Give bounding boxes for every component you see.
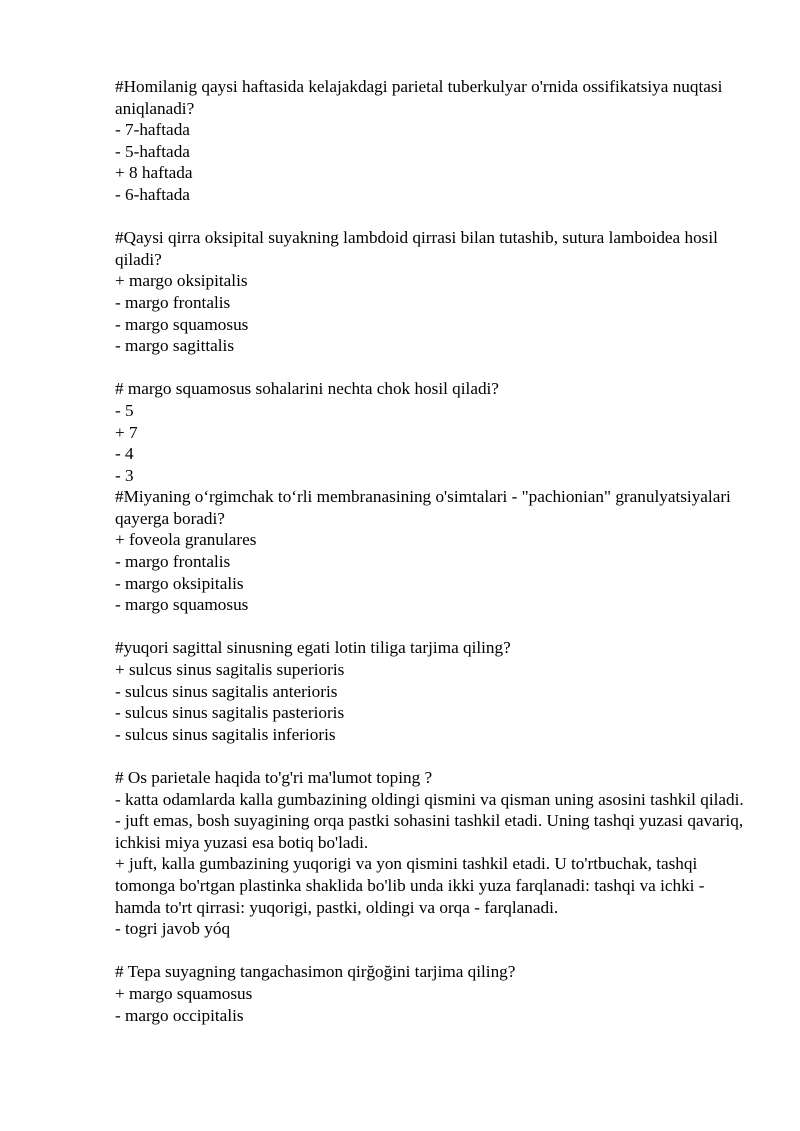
answer-option: - 5-haftada [115, 141, 190, 161]
answer-option: - 7-haftada [115, 120, 190, 140]
question-text: #Miyaning oʻrgimchak toʻrli membranasining o'simtalari - "pachionian" granulyatsiyalari qayerga boradi? [115, 487, 731, 528]
answer-option: - margo occipitalis [115, 1005, 244, 1025]
answer-option: - margo sagittalis [115, 336, 235, 356]
question-block-2 [115, 227, 745, 357]
answer-option-correct: + juft, kalla gumbazining yuqorigi va yon qismini tashkil etadi. U to'rtbuchak, tashqi tomonga bo'rtgan plastinka shaklida bo'lib unda ikki yuza farqlanadi: tashqi va ichki - hamda to'rt qirrasi: yuqorigi, pastki, oldingi va orqa - farqlanadi. [115, 854, 705, 917]
answer-option: - margo frontalis [115, 292, 231, 312]
answer-option-correct: + foveola granulares [115, 530, 257, 550]
answer-option: - katta odamlarda kalla gumbazining oldingi qismini va qisman uning asosini tashkil qiladi. [115, 789, 744, 809]
question-block-5 [115, 637, 745, 745]
answer-option-correct: + margo squamosus [115, 983, 253, 1003]
answer-option: - 5 [115, 400, 134, 420]
question-text: # Os parietale haqida to'g'ri ma'lumot toping ? [115, 768, 433, 787]
answer-option-correct: + 8 haftada [115, 163, 193, 183]
question-text: #Qaysi qirra oksipital suyakning lambdoid qirrasi bilan tutashib, sutura lamboidea hosil qiladi? [115, 228, 718, 269]
answer-option: - togri javob yóq [115, 919, 231, 939]
answer-option: - sulcus sinus sagitalis anterioris [115, 681, 338, 701]
answer-option-correct: + margo oksipitalis [115, 271, 248, 291]
question-block-7 [115, 961, 745, 1026]
answer-option: - juft emas, bosh suyagining orqa pastki sohasini tashkil etadi. Uning tashqi yuzasi qavariq, ichkisi miya yuzasi esa botiq bo'ladi. [115, 811, 744, 852]
question-text: #Homilanig qaysi haftasida kelajakdagi parietal tuberkulyar o'rnida ossifikatsiya nuqtasi aniqlanadi? [115, 77, 723, 118]
answer-option: - 3 [115, 465, 134, 485]
answer-option-correct: + 7 [115, 422, 138, 442]
question-text: # Tepa suyagning tangachasimon qirğoğini tarjima qiling? [115, 962, 516, 982]
question-text: #yuqori sagittal sinusning egati lotin tiliga tarjima qiling? [115, 638, 511, 658]
answer-option: - 4 [115, 444, 134, 464]
question-block-3 [115, 378, 745, 486]
answer-option: - sulcus sinus sagitalis inferioris [115, 724, 336, 744]
answer-option: - sulcus sinus sagitalis pasterioris [115, 703, 345, 723]
answer-option: - margo oksipitalis [115, 573, 244, 593]
answer-option: - margo squamosus [115, 314, 249, 334]
answer-option: - 6-haftada [115, 184, 190, 204]
answer-option: - margo squamosus [115, 595, 249, 615]
question-block-1 [115, 76, 745, 206]
answer-option: - margo frontalis [115, 552, 231, 572]
answer-option-correct: + sulcus sinus sagitalis superioris [115, 660, 345, 680]
question-text: # margo squamosus sohalarini nechta chok hosil qiladi? [115, 379, 499, 399]
question-block-6 [115, 767, 745, 940]
question-block-4 [115, 486, 745, 616]
document-page [115, 76, 745, 1026]
